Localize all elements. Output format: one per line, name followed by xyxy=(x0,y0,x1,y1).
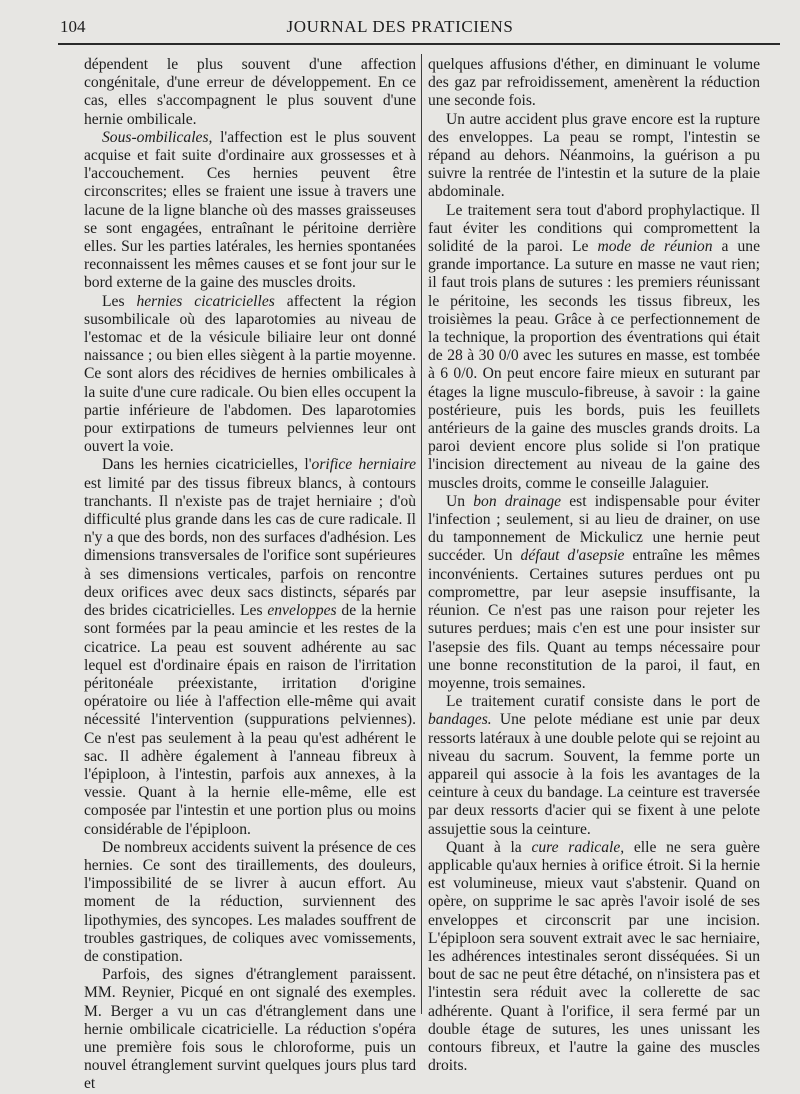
paragraph: Quant à la cure radicale, elle ne sera guère applicable qu'aux hernies à orifice étroit. Si la hernie est volumineuse, mieux vaut s'abstenir. Quand on opère, on supprime le sac après l'avoir isolé de ses enveloppes et circonscrit par une incision. L'épiploon sera souvent extrait avec le sac herniaire, les adhérences intestinales seront disséquées. Si un bout de sac ne peut être détaché, on n'insistera pas et l'intestin sera réduit avec la collerette de sac adhérente. Quant à l'orifice, il sera fermé par un double étage de sutures, les unes unissant les contours fibreux, et l'autre la gaine des muscles droits. xyxy=(428,838,760,1075)
paragraph: Parfois, des signes d'étranglement paraissent. MM. Reynier, Picqué en ont signalé des exemples. M. Berger a vu un cas d'étranglement dans une hernie ombilicale cicatricielle. La réduction s'opéra une première fois sous le chloroforme, puis un nouvel étranglement survint quelques jours plus tard et xyxy=(84,966,416,1093)
header-rule xyxy=(58,43,780,45)
paragraph: dépendent le plus souvent d'une affection congénitale, d'une erreur de développement. En ce cas, elles s'accompagnent le plus souvent d'une hernie ombilicale. xyxy=(84,56,416,128)
emphasis: enveloppes xyxy=(267,602,337,620)
page-number: 104 xyxy=(60,17,86,36)
emphasis: Sous-ombilicales, xyxy=(102,128,213,146)
emphasis: bon drainage xyxy=(473,492,562,510)
emphasis: orifice herniaire xyxy=(311,456,416,474)
page-header xyxy=(0,0,800,44)
left-column xyxy=(84,56,416,1094)
paragraph: Un bon drainage est indispensable pour éviter l'infection ; seulement, si au lieu de drainer, on use du tamponnement de Mickulicz une hernie peut succéder. Un défaut d'asepsie entraîne les mêmes inconvénients. Certaines sutures perdues ont pu compromettre, par leur asepsie insuffisante, la réunion. Ce n'est pas une raison pour rejeter les sutures perdues; mais c'en est une pour insister sur l'asepsie des fils. Quant au temps nécessaire pour une bonne reconstitution de la paroi, il faut, en moyenne, trois semaines. xyxy=(428,492,760,692)
emphasis: bandages. xyxy=(428,711,492,729)
emphasis: mode de réunion xyxy=(597,238,713,256)
paragraph: quelques affusions d'éther, en diminuant le volume des gaz par refroidissement, amenèrent la réduction une seconde fois. xyxy=(428,56,760,110)
right-column xyxy=(428,56,760,1075)
paragraph: De nombreux accidents suivent la présence de ces hernies. Ce sont des tiraillements, des douleurs, l'impossibilité de se livrer à aucun effort. Au moment de la réduction, surviennent des lipothymies, des syncopes. Les malades souffrent de troubles gastriques, de coliques avec vomissements, de constipation. xyxy=(84,838,416,965)
paragraph: Un autre accident plus grave encore est la rupture des enveloppes. La peau se rompt, l'intestin se répand au dehors. Néanmoins, la guérison a pu suivre la rentrée de l'intestin et la suture de la plaie abdominale. xyxy=(428,110,760,201)
emphasis: défaut d'asepsie xyxy=(520,547,625,565)
journal-title: JOURNAL DES PRATICIENS xyxy=(286,17,514,36)
emphasis: cure radicale, xyxy=(531,838,625,856)
paragraph: Les hernies cicatricielles affectent la région susombilicale où des laparotomies au niveau de l'estomac et de la vésicule biliaire leur ont donné naissance ; ou bien elles siègent à la partie moyenne. Ce sont alors des récidives de hernies ombilicales à la suite d'une cure radicale. Ou bien elles occupent la partie inférieure de l'abdomen. Des laparotomies pour extirpations de tumeurs pelviennes leur ont ouvert la voie. xyxy=(84,292,416,456)
paragraph: Le traitement curatif consiste dans le port de bandages. Une pelote médiane est unie par deux ressorts latéraux à une double pelote qui se rejoint au niveau du sacrum. Souvent, la femme porte un appareil qui associe à la fois les avantages de la ceinture à ceux du bandage. La ceinture est traversée par deux ressorts d'acier qui se fixent à une pelote assujettie sous la ceinture. xyxy=(428,693,760,838)
paragraph: Sous-ombilicales, l'affection est le plus souvent acquise et fait suite d'ordinaire aux grossesses et à l'accouchement. Ces hernies peuvent être circonscrites; elles se fraient une issue à travers une lacune de la ligne blanche où des masses graisseuses se sont engagées, entraînant le péritoine derrière elles. Sur les parties latérales, les hernies spontanées reconnaissent les mêmes causes et se font jour sur le bord externe de la gaine des muscles droits. xyxy=(84,128,416,292)
paragraph: Dans les hernies cicatricielles, l'orifice herniaire est limité par des tissus fibreux blancs, à contours tranchants. Il n'existe pas de trajet herniaire ; d'où difficulté plus grande dans les cas de cure radicale. Il n'y a que des bords, non des surfaces d'adhésion. Les dimensions transversales de l'orifice sont supérieures à ses dimensions verticales, parfois on rencontre deux orifices avec deux sacs distincts, séparés par des brides cicatricielles. Les enveloppes de la hernie sont formées par la peau amincie et les restes de la cicatrice. La peau est souvent adhérente au sac lequel est d'ordinaire épais en raison de l'irritation péritonéale préexistante, irritation d'origine opératoire ou liée à l'affection elle-même qui avait nécessité l'intervention (suppurations pelviennes). Ce n'est pas seulement à la peau qu'est adhérent le sac. Il adhère également à l'anneau fibreux à l'épiploon, à l'intestin, parfois aux annexes, à la vessie. Quant à la hernie elle-même, elle est composée par l'intestin et une portion plus ou moins considérable de l'épiploon. xyxy=(84,456,416,838)
paragraph: Le traitement sera tout d'abord prophylactique. Il faut éviter les conditions qui compromettent la solidité de la paroi. Le mode de réunion a une grande importance. La suture en masse ne vaut rien; il faut trois plans de sutures : les premiers réunissant le péritoine, les seconds les tissus fibreux, les troisièmes la peau. Grâce à ce perfectionnement de la technique, la proportion des éventrations qui était de 28 à 30 0/0 avec les sutures en masse, est tombée à 6 0/0. On peut encore faire mieux en suturant par étages la ligne musculo-fibreuse, à savoir : la gaine postérieure, puis les bords, puis les feuillets antérieurs de la gaine des muscles grands droits. La paroi devient encore plus solide si l'on pratique l'incision directement au niveau de la gaine des muscles droits, comme le conseille Jalaguier. xyxy=(428,201,761,492)
column-divider xyxy=(421,54,422,1014)
emphasis: hernies cicatricielles xyxy=(136,292,275,310)
